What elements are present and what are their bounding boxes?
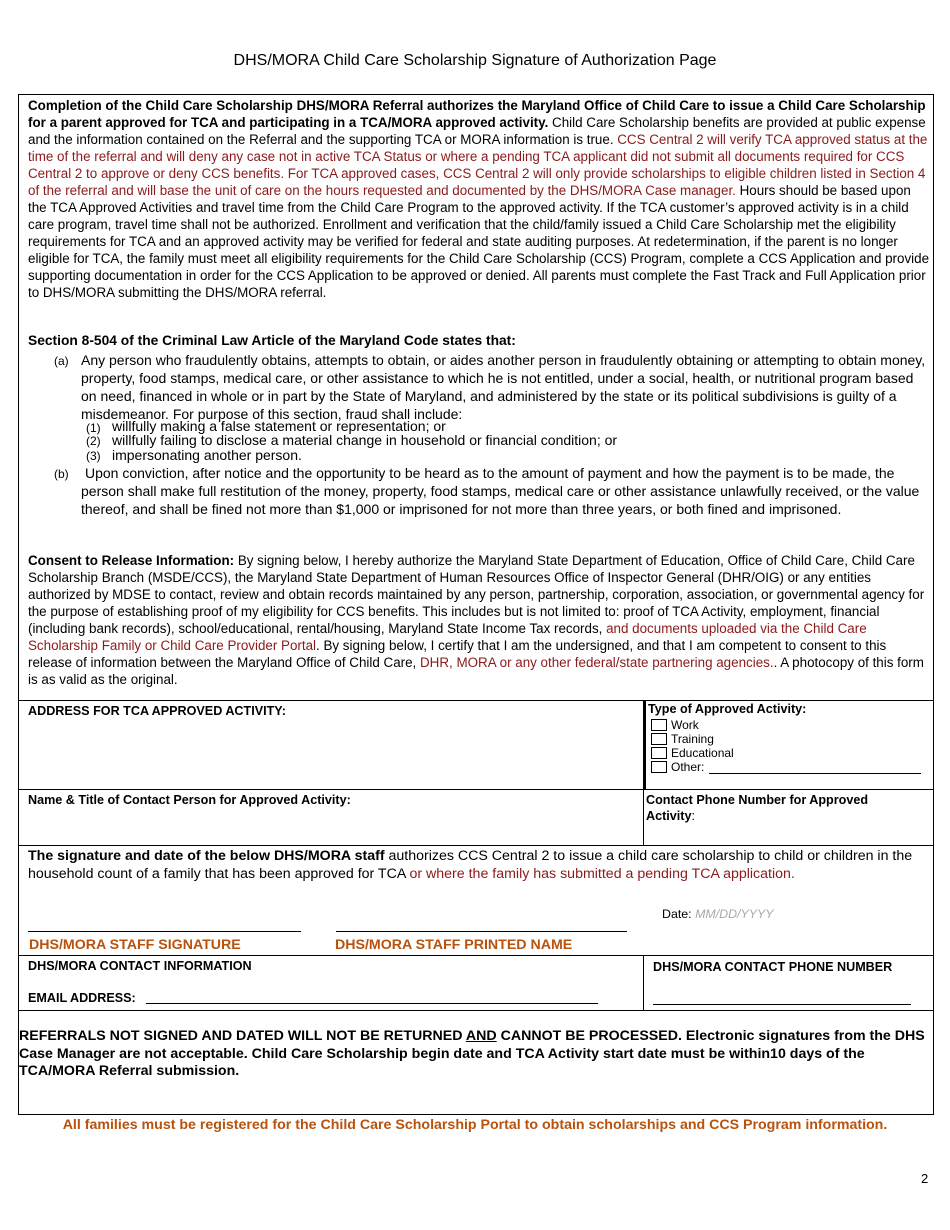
section-heading [28,333,516,348]
sub-2-text: willfully failing to disclose a material change in household or financial condition; or [112,432,618,448]
email-input-line[interactable] [146,1003,598,1004]
warning-underlined: AND [465,1028,497,1044]
item-a-label: (a) [54,354,69,368]
activity-type-label: Type of Approved Activity: [648,702,807,716]
referral-warning [19,1028,931,1081]
staff-signature-label: DHS/MORA STAFF SIGNATURE [29,937,241,953]
form-line-3 [18,845,934,846]
educational-checkbox[interactable] [651,747,667,759]
authorization-bold: Completion of the Child Care Scholarship DHS/MORA Referral authorizes the Maryland Office of Child Care to issue a Child Care Scholarship for a parent approved for TCA and participating in a TCA/MORA approved activity. [28,98,926,130]
address-field[interactable] [20,720,640,786]
form-divider-activity [643,700,646,789]
consent-paragraph [28,552,933,688]
authorization-text-1: Child Care Scholarship benefits are provided at public expense and the information contained on the Referral and the supporting TCA or MORA information is true. [28,115,926,147]
consent-red-1: and documents uploaded via the Child Care Scholarship Family or Child Care Provider Portal [28,621,867,653]
phone-input-line[interactable] [653,1004,911,1005]
consent-text-1: By signing below, I hereby authorize the Maryland State Department of Education, Office of Child Care, Child Care Scholarship Branch (MSDE/CCS), the Maryland State Department of Human Resources Office of Inspector General (DHR/OIG) or any entities authorized by MDSE to contact, review and obtain records maintained by any person, partnership, corporation, association, or governmental agency for the purpose of establishing proof of my eligibility for CCS benefits. This includes but is not limited to: proof of TCA Activity, employment, financial (including bank records), school/educational, rental/housing, Maryland State Income Tax records, [28,553,925,636]
contact-phone-label-1: Contact Phone Number for Approved [646,793,869,807]
form-line-top [18,700,934,701]
consent-text-3: . A photocopy of this form is as valid as the original. [28,655,924,687]
other-input-line[interactable] [709,773,921,774]
authorization-red-text: CCS Central 2 will verify TCA approved status at the time of the referral and will deny any case not in active TCA Status or where a pending TCA applicant did not submit all documents required for CCS Central 2 to approve or deny CCS benefits. For TCA approved cases, CCS Central 2 will only provide scholarships to eligible children listed in Section 4 of the referral and will base the unit of care on the hours requested and documented by the DHS/MORA Case manager. [28,132,928,198]
page-title: DHS/MORA Child Care Scholarship Signature of Authorization Page [233,52,717,69]
training-checkbox[interactable] [651,733,667,745]
form-line-5 [18,1010,934,1011]
authorization-text-2: Hours should be based upon the TCA Approved Activities and travel time from the Child Care Program to the approved activity. If the TCA customer’s approved activity is in a child care program, travel time shall not be authorized. Enrollment and verification that the child/family issued a Child Care Scholarship met the eligibility requirements for TCA and an approved activity may be verified for federal and state auditing purposes. At redetermination, if the parent is no longer eligible for TCA, the family must meet all eligibility requirements for the Child Care Scholarship (CCS) Program, complete a CCS Application and provide supporting documentation in order for the CCS Application to be approved or denied. All parents must complete the Fast Track and Full Application prior to DHS/MORA submitting the DHS/MORA referral. [28,183,930,300]
staff-printed-name-label: DHS/MORA STAFF PRINTED NAME [335,937,573,953]
activity-other[interactable] [651,760,704,774]
form-line-2 [18,789,934,790]
section-heading-rest: states that: [438,333,516,348]
signature-text: authorizes CCS Central 2 to issue a child care scholarship to child or children in the household count of a family that has been approved for TCA [28,848,913,882]
staff-signature-line[interactable] [28,931,301,932]
sub-3-text: impersonating another person. [112,447,302,463]
staff-name-line[interactable] [336,931,627,932]
contact-phone-label-2 [646,809,695,823]
email-label: EMAIL ADDRESS: [28,991,136,1005]
form-divider-phone [643,955,644,1010]
activity-educational[interactable] [651,746,734,760]
signature-red: or where the family has submitted a pending TCA application. [409,866,795,882]
other-label: Other: [671,760,705,774]
sub-1-label: (1) [86,421,101,435]
warning-part-2: CANNOT BE PROCESSED. Electronic signatures from the DHS Case Manager are not acceptable. Child Care Scholarship begin date and TCA Activity start date must be within10 days of the TCA/MORA Referral submission. [19,1028,925,1079]
contact-phone-number-label: DHS/MORA CONTACT PHONE NUMBER [653,960,893,974]
sub-1-text: willfully making a false statement or representation; or [112,418,446,434]
other-checkbox[interactable] [651,761,667,773]
contact-person-field[interactable] [20,810,640,843]
signature-authorization-text [28,847,928,883]
authorization-paragraph [28,97,932,301]
consent-text-2: . By signing below, I certify that I am the undersigned, and that I am competent to consent to this release of information between the Maryland Office of Child Care, [28,638,887,670]
signature-bold: The signature and date of the below DHS/MORA staff [28,848,385,864]
training-label: Training [671,732,714,746]
contact-phone-colon: : [691,809,695,823]
item-b-label: (b) [54,467,69,481]
form-line-4 [18,955,934,956]
consent-red-2: DHR, MORA or any other federal/state partnering agencies. [420,655,774,670]
portal-notice: All families must be registered for the Child Care Scholarship Portal to obtain scholarships and CCS Program information. [62,1117,888,1133]
activity-training[interactable] [651,732,714,746]
work-checkbox[interactable] [651,719,667,731]
contact-person-label: Name & Title of Contact Person for Approved Activity: [28,793,351,807]
warning-part-1: REFERRALS NOT SIGNED AND DATED WILL NOT BE RETURNED [19,1028,466,1044]
address-label: ADDRESS FOR TCA APPROVED ACTIVITY: [28,704,286,718]
activity-work[interactable] [651,718,699,732]
section-heading-bold: Section 8-504 of the Criminal Law Article of the Maryland Code [28,333,439,348]
sub-3-label: (3) [86,449,101,463]
date-placeholder: MM/DD/YYYY [695,907,774,921]
item-a-text: Any person who fraudulently obtains, attempts to obtain, or aides another person in fraudulently obtaining or attempting to obtain money, property, food stamps, medical care, or other assistance to which he is not entitled, under a social, health, or nutritional program based on need, financed in whole or in part by the State of Maryland, and administered by the state or its political subdivisions is guilty of a misdemeanor. For purpose of this section, fraud shall include: [81,352,926,422]
form-divider-contact [643,789,644,845]
educational-label: Educational [671,746,734,760]
page-number: 2 [921,1171,929,1186]
contact-info-label: DHS/MORA CONTACT INFORMATION [28,959,252,973]
contact-phone-label-2-text: Activity [646,809,692,823]
date-label: Date: [662,907,696,921]
sub-2-label: (2) [86,434,101,448]
item-b-text: Upon conviction, after notice and the opportunity to be heard as to the amount of payment and how the payment is to be made, the person shall make full restitution of the money, property, food stamps, medical care or other assistance unlawfully received, or the value thereof, and shall be fined not more than $1,000 or imprisoned for not more than three years, or both fined and imprisoned. [81,465,920,517]
consent-bold: Consent to Release Information: [28,553,235,568]
work-label: Work [671,718,699,732]
date-field[interactable] [662,907,774,921]
